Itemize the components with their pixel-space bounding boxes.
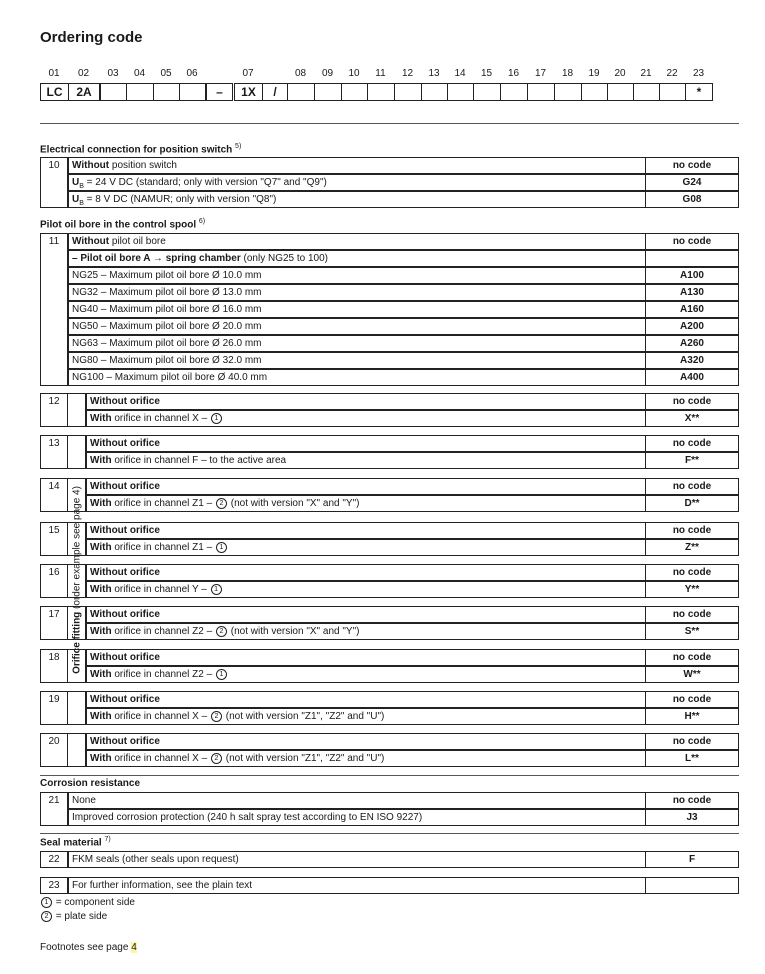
circled-number-icon: 1 [216, 542, 227, 553]
row-code: X** [645, 410, 739, 427]
position-label: 15 [480, 68, 493, 79]
row-text: orifice in channel F – to the active area [111, 455, 287, 466]
table-row [0, 233, 765, 250]
position-label: 19 [588, 68, 600, 79]
row-description [86, 750, 646, 767]
row-number: 12 [40, 393, 68, 427]
section-title-pilot [40, 218, 205, 230]
orifice-vertical-label [66, 470, 88, 690]
row-text: orifice in channel X – [111, 413, 210, 424]
row-description [86, 708, 646, 725]
position-label: 14 [454, 68, 466, 79]
row-keyword: With [90, 711, 112, 722]
table-row [0, 410, 765, 427]
row-description [68, 233, 646, 250]
row-number: 22 [40, 851, 68, 868]
row-number: 21 [40, 792, 68, 826]
row-text: orifice in channel Z2 – [111, 669, 215, 680]
section-title-electrical [40, 143, 241, 155]
row-text: orifice in channel Z1 – [111, 498, 215, 509]
table-row [0, 809, 765, 826]
row-text: orifice in channel Z1 – [111, 542, 215, 553]
row-text: (only NG25 to 100) [240, 253, 328, 264]
table-row [0, 750, 765, 767]
circled-number-icon: 1 [41, 897, 52, 908]
section-title-corrosion: Corrosion resistance [40, 778, 141, 789]
table-row [0, 649, 765, 666]
table-row-further [0, 877, 765, 894]
position-label: 05 [160, 68, 172, 79]
code-box-04 [126, 83, 154, 101]
table-row [0, 606, 765, 623]
row-code: no code [645, 522, 739, 539]
position-label: 04 [133, 68, 146, 79]
row-text: NG100 – Maximum pilot oil bore Ø 40.0 mm [72, 372, 268, 383]
code-box-15 [473, 83, 501, 101]
table-row [0, 539, 765, 556]
row-keyword: With [90, 455, 112, 466]
code-box-03 [100, 83, 127, 101]
table-row [0, 174, 765, 191]
circled-number-icon: 2 [41, 911, 52, 922]
footnotes-page-link[interactable]: 4 [131, 942, 137, 953]
position-label: 21 [640, 68, 652, 79]
row-description: FKM seals (other seals upon request) [68, 851, 646, 868]
row-code: no code [645, 157, 739, 174]
position-label: 07 [242, 68, 254, 79]
position-label: 13 [428, 68, 440, 79]
row-description [86, 733, 646, 750]
position-label: 22 [666, 68, 678, 79]
row-description [86, 393, 646, 410]
row-note: (not with version "Z1", "Z2" and "U") [222, 753, 385, 764]
row-description [86, 666, 646, 683]
row-note: (not with version "X" and "Y") [227, 498, 360, 509]
table-row [0, 495, 765, 512]
table-row [0, 352, 765, 369]
row-keyword: Without [72, 160, 110, 171]
row-text: NG32 – Maximum pilot oil bore Ø 13.0 mm [72, 287, 262, 298]
table-row [0, 284, 765, 301]
row-number: 13 [40, 435, 68, 469]
row-description [68, 318, 646, 335]
position-label: 18 [561, 68, 574, 79]
row-description [68, 250, 646, 267]
row-keyword: Without orifice [90, 694, 160, 705]
row-description [86, 606, 646, 623]
row-keyword: Without orifice [90, 609, 160, 620]
footnote-ref: 7) [104, 836, 111, 843]
divider [40, 123, 739, 124]
row-code: A260 [645, 335, 739, 352]
table-row [0, 191, 765, 208]
row-code: F** [645, 452, 739, 469]
code-box-20 [607, 83, 634, 101]
table-row [0, 581, 765, 598]
table-row [0, 666, 765, 683]
row-number: 19 [40, 691, 68, 725]
row-code: no code [645, 233, 739, 250]
legend-component-side [40, 897, 135, 908]
code-box-10 [341, 83, 368, 101]
row-keyword: With [90, 669, 112, 680]
row-code: no code [645, 435, 739, 452]
row-text: NG80 – Maximum pilot oil bore Ø 32.0 mm [72, 355, 262, 366]
table-row [0, 250, 765, 267]
row-number: 23 [40, 877, 68, 894]
row-code: W** [645, 666, 739, 683]
code-box-14 [447, 83, 474, 101]
row-description [86, 435, 646, 452]
code-box-slash: / [262, 83, 288, 101]
row-description [86, 478, 646, 495]
position-label: 11 [375, 68, 386, 79]
table-row [0, 267, 765, 284]
circled-number-icon: 1 [216, 669, 227, 680]
table-row [0, 393, 765, 410]
position-label: 01 [48, 68, 60, 79]
code-box-23: * [685, 83, 713, 101]
code-box-16 [500, 83, 528, 101]
row-code: A130 [645, 284, 739, 301]
footnotes-text: Footnotes see page [40, 942, 132, 953]
row-code: no code [645, 691, 739, 708]
footnote-ref: 5) [235, 143, 242, 150]
divider [40, 775, 739, 776]
code-box-06 [179, 83, 206, 101]
legend-text: = plate side [53, 911, 108, 923]
circled-number-icon: 2 [216, 626, 227, 637]
position-label: 20 [614, 68, 626, 79]
row-subscript: B [79, 183, 84, 190]
row-description [86, 623, 646, 640]
row-code: D** [645, 495, 739, 512]
row-keyword: With [90, 626, 112, 637]
row-keyword: Without orifice [90, 652, 160, 663]
row-keyword: U [72, 177, 80, 188]
section-title-text: Seal material [40, 837, 102, 849]
row-description: Improved corrosion protection (240 h salt spray test according to EN ISO 9227) [68, 809, 646, 826]
table-row-seal [0, 851, 765, 868]
position-label: 08 [294, 68, 307, 79]
row-number: 14 [40, 478, 68, 512]
row-subscript: B [79, 200, 84, 207]
row-text: orifice in channel X – [111, 711, 210, 722]
row-description [86, 649, 646, 666]
row-description [86, 691, 646, 708]
table-row [0, 708, 765, 725]
table-row [0, 522, 765, 539]
position-label: 16 [507, 68, 520, 79]
position-label: 17 [534, 68, 547, 79]
row-number: 15 [40, 522, 68, 556]
circled-number-icon: 1 [211, 413, 222, 424]
row-keyword: Without orifice [90, 736, 160, 747]
row-code: no code [645, 649, 739, 666]
row-description [86, 452, 646, 469]
row-keyword: U [72, 194, 80, 205]
row-keyword: Without orifice [90, 525, 160, 536]
page-title: Ordering code [40, 29, 143, 46]
position-label: 23 [692, 68, 705, 79]
row-code: Y** [645, 581, 739, 598]
code-box-19 [581, 83, 608, 101]
table-row [0, 452, 765, 469]
row-keyword: With [90, 542, 112, 553]
row-code [645, 250, 739, 267]
row-code: H** [645, 708, 739, 725]
circled-number-icon: 2 [211, 711, 222, 722]
row-code: Z** [645, 539, 739, 556]
row-description [86, 564, 646, 581]
code-box-08 [287, 83, 315, 101]
table-row [0, 369, 765, 386]
row-description [86, 581, 646, 598]
row-number: 16 [40, 564, 68, 598]
row-keyword: Without orifice [90, 438, 160, 449]
table-row [0, 564, 765, 581]
row-code: A320 [645, 352, 739, 369]
table-row [0, 478, 765, 495]
row-text: orifice in channel Y – [111, 584, 210, 595]
row-description [68, 284, 646, 301]
row-description [86, 495, 646, 512]
row-keyword: With [90, 498, 112, 509]
code-box-11 [367, 83, 395, 101]
code-box-09 [314, 83, 342, 101]
row-code: G08 [645, 191, 739, 208]
circled-number-icon: 2 [211, 753, 222, 764]
position-label: 03 [107, 68, 119, 79]
row-text: pilot oil bore [109, 236, 166, 247]
row-code: no code [645, 564, 739, 581]
code-box-22 [659, 83, 686, 101]
row-code: A200 [645, 318, 739, 335]
row-keyword: – Pilot oil bore A → spring chamber [72, 253, 241, 264]
table-row [0, 792, 765, 809]
row-number: 18 [40, 649, 68, 683]
row-description [68, 174, 646, 191]
code-box-05 [153, 83, 180, 101]
row-code: L** [645, 750, 739, 767]
row-code: no code [645, 792, 739, 809]
row-text: NG50 – Maximum pilot oil bore Ø 20.0 mm [72, 321, 262, 332]
row-text: NG25 – Maximum pilot oil bore Ø 10.0 mm [72, 270, 262, 281]
row-keyword: Without orifice [90, 481, 160, 492]
code-box-02: 2A [68, 83, 100, 101]
row-number: 11 [40, 233, 68, 386]
vertical-label-bold: Orifice fitting [71, 611, 83, 674]
circled-number-icon: 2 [216, 498, 227, 509]
section-title-seal [40, 836, 111, 848]
vertical-label-text: (order example see page 4) [71, 486, 83, 612]
row-number: 10 [40, 157, 68, 208]
row-keyword: With [90, 753, 112, 764]
row-text: = 8 V DC (NAMUR; only with version "Q8") [83, 194, 277, 205]
row-text: NG63 – Maximum pilot oil bore Ø 26.0 mm [72, 338, 262, 349]
row-code: no code [645, 733, 739, 750]
row-code: no code [645, 393, 739, 410]
table-row [0, 435, 765, 452]
row-code: A100 [645, 267, 739, 284]
row-description [68, 267, 646, 284]
row-description: For further information, see the plain text [68, 877, 646, 894]
footnotes-reference [40, 942, 137, 953]
table-row [0, 157, 765, 174]
code-box-13 [421, 83, 448, 101]
row-text: position switch [109, 160, 177, 171]
row-keyword: With [90, 584, 112, 595]
legend-plate-side [40, 911, 107, 922]
row-description [68, 191, 646, 208]
row-description [68, 301, 646, 318]
row-text: = 24 V DC (standard; only with version "Q7" and "Q9") [83, 177, 327, 188]
code-box-07: 1X [234, 83, 263, 101]
footnote-ref: 6) [198, 218, 206, 225]
position-label: 12 [401, 68, 414, 79]
section-title-text: Pilot oil bore in the control spool [40, 219, 197, 231]
row-code: no code [645, 478, 739, 495]
row-description [68, 157, 646, 174]
row-description [68, 352, 646, 369]
legend-text: = component side [53, 897, 135, 909]
code-box-21 [633, 83, 660, 101]
position-label: 02 [77, 68, 90, 79]
table-row [0, 691, 765, 708]
circled-number-icon: 1 [211, 584, 222, 595]
row-description [86, 410, 646, 427]
row-code: S** [645, 623, 739, 640]
row-keyword: Without orifice [90, 567, 160, 578]
row-code: A160 [645, 301, 739, 318]
position-label: 09 [321, 68, 334, 79]
row-text: NG40 – Maximum pilot oil bore Ø 16.0 mm [72, 304, 262, 315]
row-text: orifice in channel Z2 – [111, 626, 215, 637]
row-number: 17 [40, 606, 68, 640]
row-description [86, 539, 646, 556]
divider [40, 833, 739, 834]
row-description [68, 335, 646, 352]
section-title-text: Electrical connection for position switch [40, 144, 233, 156]
row-text: orifice in channel X – [111, 753, 210, 764]
code-box-12 [394, 83, 422, 101]
position-label: 10 [348, 68, 360, 79]
code-box-18 [554, 83, 582, 101]
table-row [0, 733, 765, 750]
code-box-dash: – [206, 83, 233, 101]
table-row [0, 623, 765, 640]
row-code: J3 [645, 809, 739, 826]
row-keyword: Without orifice [90, 396, 160, 407]
row-note: (not with version "Z1", "Z2" and "U") [222, 711, 385, 722]
row-description: None [68, 792, 646, 809]
row-keyword: With [90, 413, 112, 424]
row-note: (not with version "X" and "Y") [227, 626, 360, 637]
row-code: A400 [645, 369, 739, 386]
row-code: F [645, 851, 739, 868]
row-description [86, 522, 646, 539]
row-number: 20 [40, 733, 68, 767]
row-keyword: Without [72, 236, 110, 247]
table-row [0, 335, 765, 352]
row-code [645, 877, 739, 894]
row-code: no code [645, 606, 739, 623]
position-label: 06 [186, 68, 198, 79]
table-row [0, 318, 765, 335]
table-row [0, 301, 765, 318]
code-box-17 [527, 83, 555, 101]
code-box-01: LC [40, 83, 69, 101]
row-code: G24 [645, 174, 739, 191]
row-description [68, 369, 646, 386]
